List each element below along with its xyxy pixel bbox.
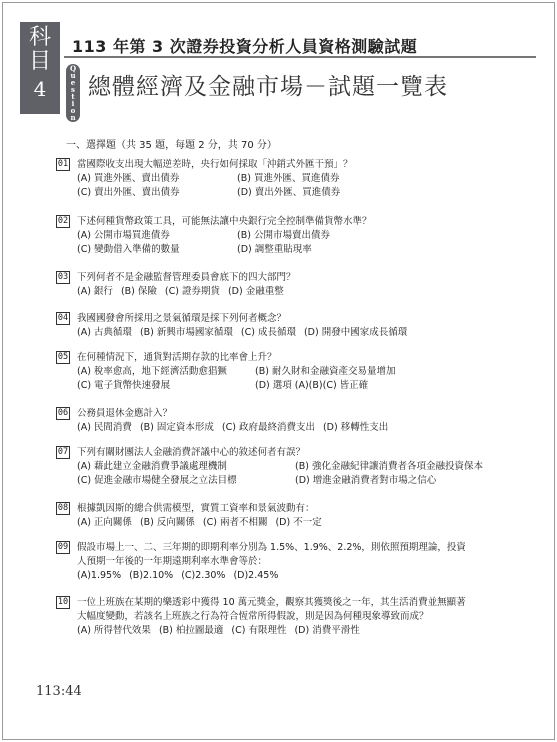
option-a: (A) 古典循環 bbox=[77, 327, 132, 338]
option-b: (B)2.10% bbox=[129, 570, 174, 581]
question-stem-cont: 人預期一年後的一年期遠期利率水準會等於： bbox=[77, 556, 268, 567]
option-d: (D) 選項 (A)(B)(C) 皆正確 bbox=[255, 380, 369, 391]
question-badge-letter: e bbox=[70, 78, 76, 87]
question-number: 08 bbox=[57, 503, 69, 513]
question-stem: 當國際收支出現大幅逆差時，央行如何採取「沖銷式外匯干預」？ bbox=[77, 159, 353, 170]
option-b: (B) 保險 bbox=[120, 286, 157, 297]
option-a: (A) 稅率愈高，地下經濟活動愈猖獗 bbox=[77, 366, 227, 377]
question-stem: 下述何種貨幣政策工具，可能無法讓中央銀行完全控制準備貨幣水準？ bbox=[77, 216, 372, 227]
subject-tab-char-1: 科 bbox=[28, 25, 51, 50]
option-a: (A) 民間消費 bbox=[77, 422, 132, 433]
question-badge-letter: t bbox=[71, 92, 75, 101]
subject-tab bbox=[20, 22, 60, 114]
option-b: (B) 買進外匯、買進債券 bbox=[237, 173, 340, 184]
question-stem: 下列何者不是金融監督管理委員會底下的四大部門？ bbox=[77, 272, 296, 283]
option-d: (D)2.45% bbox=[233, 570, 279, 581]
option-a: (A) 正向關係 bbox=[77, 517, 132, 528]
option-c: (C) 變動借入準備的數量 bbox=[77, 244, 180, 255]
option-d: (D) 不一定 bbox=[275, 517, 322, 528]
option-a: (A)1.95% bbox=[77, 570, 122, 581]
option-c: (C) 證券期貨 bbox=[164, 286, 220, 297]
option-b: (B) 耐久財和金融資產交易量增加 bbox=[255, 366, 396, 377]
question-number: 06 bbox=[57, 408, 69, 418]
option-c: (C) 電子貨幣快速發展 bbox=[77, 380, 171, 391]
option-b: (B) 強化金融紀律讓消費者各項金融投資保本 bbox=[295, 461, 483, 472]
option-c: (C)2.30% bbox=[181, 570, 226, 581]
question-badge-letter: o bbox=[70, 106, 76, 115]
option-c: (C) 有限理性 bbox=[231, 625, 287, 636]
question-badge bbox=[66, 64, 80, 122]
option-d: (D) 金融重整 bbox=[227, 286, 284, 297]
question-number: 03 bbox=[57, 272, 69, 282]
question-stem: 下列有關財團法人金融消費評議中心的敘述何者有誤？ bbox=[77, 447, 306, 458]
option-b: (B) 反向關係 bbox=[139, 517, 195, 528]
question-number: 09 bbox=[57, 542, 69, 552]
question-badge-letter: s bbox=[71, 85, 75, 94]
subject-tab-char-2: 目 bbox=[28, 49, 51, 74]
option-a: (A) 銀行 bbox=[77, 286, 113, 297]
exam-title: 113 年第 3 次證券投資分析人員資格測驗試題 bbox=[72, 37, 418, 56]
option-b: (B) 柏拉圖最適 bbox=[158, 625, 224, 636]
option-d: (D) 消費平滑性 bbox=[294, 625, 360, 636]
part-heading: 一、選擇題（共 35 題，每題 2 分，共 70 分） bbox=[66, 140, 277, 151]
option-b: (B) 固定資本形成 bbox=[139, 422, 214, 433]
option-b: (B) 公開市場賣出債券 bbox=[237, 230, 330, 241]
question-stem-cont: 大幅度變動，若該名上班族之行為符合恆常所得假說，則是因為何種現象導致而成？ bbox=[77, 611, 429, 622]
question-stem: 在何種情況下，通貨對活期存款的比率會上升？ bbox=[77, 352, 277, 363]
option-c: (C) 兩者不相關 bbox=[202, 517, 268, 528]
option-a: (A) 買進外匯、賣出債券 bbox=[77, 173, 180, 184]
option-d: (D) 增進金融消費者對市場之信心 bbox=[295, 475, 437, 486]
option-a: (A) 藉此建立金融消費爭議處理機制 bbox=[77, 461, 227, 472]
option-c: (C) 政府最終消費支出 bbox=[221, 422, 315, 433]
question-number: 07 bbox=[57, 447, 69, 457]
question-number: 01 bbox=[57, 159, 69, 169]
option-b: (B) 新興市場國家循環 bbox=[139, 327, 233, 338]
section-title: 總體經濟及金融市場－試題一覽表 bbox=[88, 74, 448, 100]
page-number: 113:44 bbox=[36, 684, 82, 699]
question-number: 04 bbox=[57, 313, 69, 323]
option-a: (A) 公開市場買進債券 bbox=[77, 230, 170, 241]
option-a: (A) 所得替代效果 bbox=[77, 625, 151, 636]
question-stem: 根據凱因斯的總合供需模型，實質工資率和景氣波動有： bbox=[77, 503, 315, 514]
question-number: 10 bbox=[57, 597, 69, 607]
option-d: (D) 移轉性支出 bbox=[322, 422, 389, 433]
question-stem: 公務員退休金應計入？ bbox=[77, 408, 173, 419]
subject-number: 4 bbox=[33, 77, 47, 101]
option-c: (C) 賣出外匯、賣出債券 bbox=[77, 187, 180, 198]
question-stem: 一位上班族在某期的樂透彩中獲得 10 萬元獎金，觀察其獲獎後之一年，其生活消費並無顯著 bbox=[77, 597, 466, 608]
question-number: 05 bbox=[57, 352, 69, 362]
option-d: (D) 開發中國家成長循環 bbox=[303, 327, 408, 338]
question-stem: 假設市場上一、二、三年期的即期利率分別為 1.5%、1.9%、2.2%，則依照預期理論，投資 bbox=[77, 542, 466, 553]
option-c: (C) 成長循環 bbox=[240, 327, 296, 338]
option-d: (D) 賣出外匯、買進債券 bbox=[237, 187, 341, 198]
question-badge-letter: i bbox=[71, 99, 75, 108]
question-number: 02 bbox=[57, 216, 69, 226]
question-badge-letter: u bbox=[70, 71, 76, 80]
option-d: (D) 調整重貼現率 bbox=[237, 244, 312, 255]
header-rule bbox=[64, 56, 536, 58]
question-stem: 我國國發會所採用之景氣循環是採下列何者概念？ bbox=[77, 313, 287, 324]
question-badge-letter: n bbox=[70, 113, 76, 122]
question-badge-letter: Q bbox=[69, 64, 77, 73]
option-c: (C) 促進金融市場健全發展之立法目標 bbox=[77, 475, 237, 486]
